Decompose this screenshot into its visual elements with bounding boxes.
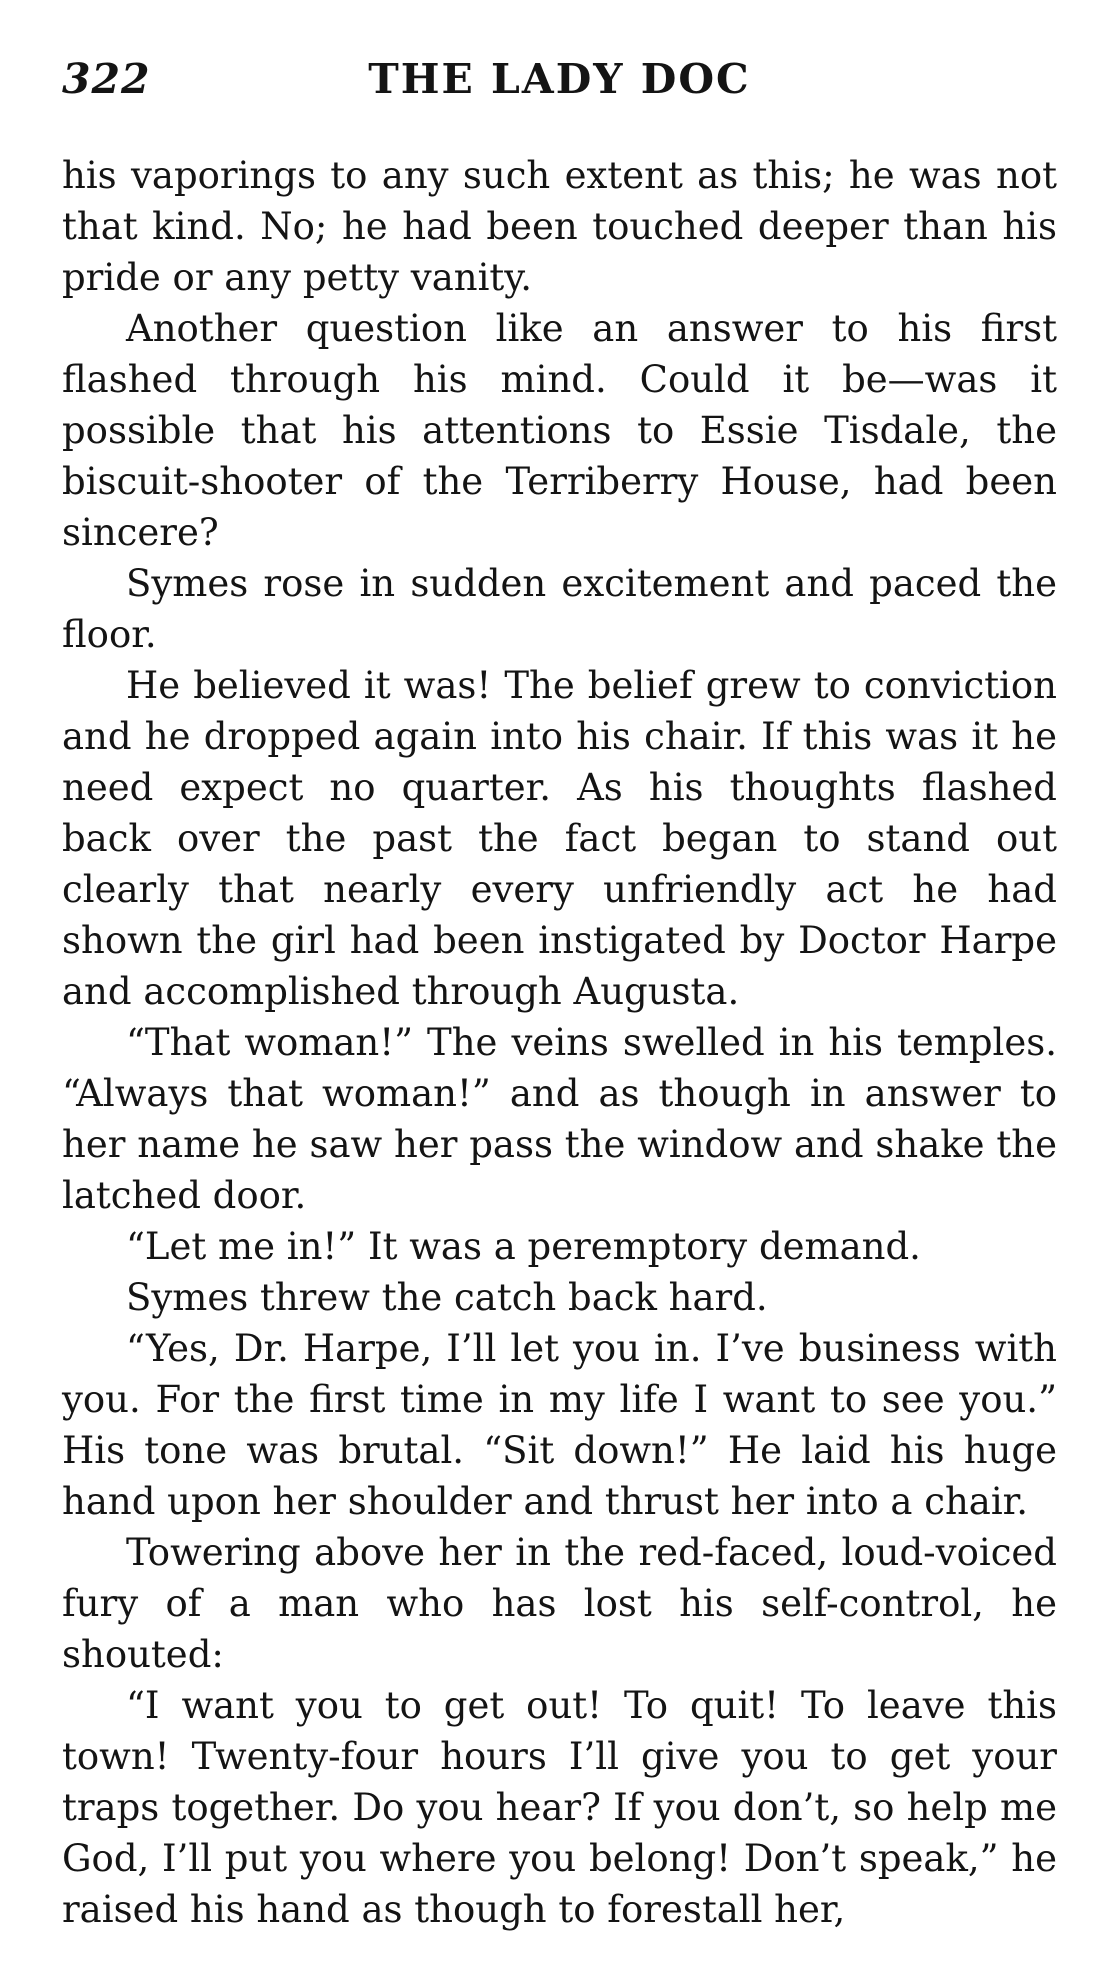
paragraph: Another question like an answer to his first flashed through his mind. Could it be—was it possible that his attentions to Essie Tisdale, the biscuit-shooter of the Terriberry House, had been sincere? [62,307,1057,554]
paragraph: He believed it was! The belief grew to conviction and he dropped again into his chair. If this was it he need expect no quarter. As his thoughts flashed back over the past the fact began to stand out clearly that nearly every unfriendly act he had shown the girl had been instigated by Doctor Harpe and accomplished through Augusta. [62,664,1057,1013]
paragraph: “I want you to get out! To quit! To leave this town! Twenty-four hours I’ll give you to get your traps together. Do you hear? If you don’t, so help me God, I’ll put you where you belong! Don’t speak,” he raised his hand as though to forestall her, [62,1684,1057,1931]
paragraph: “Yes, Dr. Harpe, I’ll let you in. I’ve business with you. For the first time in my life I want to see you.” His tone was brutal. “Sit down!” He laid his huge hand upon her shoulder and thrust her into a chair. [62,1327,1057,1523]
running-title: THE LADY DOC [368,55,751,103]
paragraph: Symes rose in sudden excitement and paced the floor. [62,562,1057,656]
paragraph: Towering above her in the red-faced, loud-voiced fury of a man who has lost his self-control, he shouted: [62,1531,1057,1676]
paragraph: “Let me in!” It was a peremptory demand. [126,1225,921,1268]
page-header [62,55,1057,115]
paragraph: Symes threw the catch back hard. [126,1276,768,1319]
page-number: 322 [62,55,151,103]
paragraph: “That woman!” The veins swelled in his temples. “Always that woman!” and as though in answer to her name he saw her pass the window and shake the latched door. [62,1021,1057,1217]
body-text [62,150,1057,1935]
paragraph: his vaporings to any such extent as this; he was not that kind. No; he had been touched deeper than his pride or any petty vanity. [62,154,1057,299]
